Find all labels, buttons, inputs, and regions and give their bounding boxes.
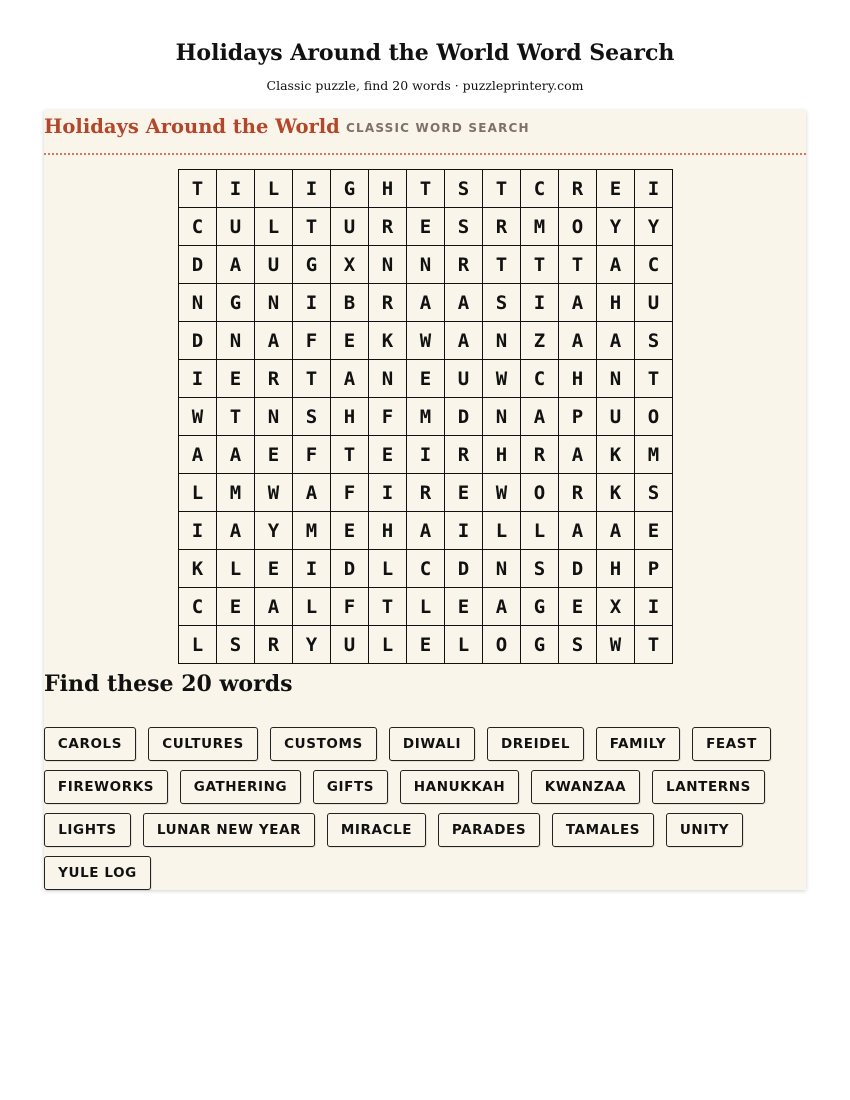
grid-cell[interactable]: K <box>179 550 217 588</box>
word-chip[interactable]: GATHERING <box>180 770 301 804</box>
grid-cell[interactable]: A <box>331 360 369 398</box>
grid-cell[interactable]: I <box>407 436 445 474</box>
grid-cell[interactable]: A <box>179 436 217 474</box>
grid-cell[interactable]: I <box>635 588 673 626</box>
grid-cell[interactable]: E <box>445 474 483 512</box>
word-chip[interactable]: GIFTS <box>313 770 388 804</box>
word-chip[interactable]: KWANZAA <box>531 770 640 804</box>
grid-cell[interactable]: E <box>331 322 369 360</box>
grid-cell[interactable]: G <box>293 246 331 284</box>
grid-cell[interactable]: A <box>521 398 559 436</box>
grid-cell[interactable]: W <box>407 322 445 360</box>
grid-cell[interactable]: I <box>521 284 559 322</box>
grid-cell[interactable]: T <box>293 360 331 398</box>
grid-cell[interactable]: H <box>597 284 635 322</box>
grid-cell[interactable]: E <box>407 360 445 398</box>
grid-cell[interactable]: E <box>255 436 293 474</box>
grid-cell[interactable]: W <box>597 626 635 664</box>
grid-cell[interactable]: A <box>255 588 293 626</box>
grid-cell[interactable]: N <box>483 550 521 588</box>
grid-cell[interactable]: M <box>521 208 559 246</box>
grid-cell[interactable]: A <box>407 284 445 322</box>
grid-cell[interactable]: T <box>293 208 331 246</box>
grid-cell[interactable]: W <box>179 398 217 436</box>
grid-cell[interactable]: A <box>445 322 483 360</box>
grid-cell[interactable]: A <box>597 512 635 550</box>
grid-cell[interactable]: I <box>369 474 407 512</box>
grid-cell[interactable]: R <box>369 208 407 246</box>
grid-cell[interactable]: N <box>483 398 521 436</box>
grid-cell[interactable]: S <box>445 170 483 208</box>
grid-cell[interactable]: I <box>217 170 255 208</box>
grid-cell[interactable]: Y <box>635 208 673 246</box>
grid-cell[interactable]: Y <box>293 626 331 664</box>
grid-cell[interactable]: K <box>369 322 407 360</box>
grid-cell[interactable]: N <box>255 398 293 436</box>
grid-cell[interactable]: S <box>635 322 673 360</box>
word-chip[interactable]: UNITY <box>666 813 743 847</box>
grid-cell[interactable]: L <box>521 512 559 550</box>
grid-cell[interactable]: U <box>331 208 369 246</box>
grid-cell[interactable]: T <box>217 398 255 436</box>
word-chip[interactable]: PARADES <box>438 813 540 847</box>
grid-cell[interactable]: R <box>559 474 597 512</box>
grid-cell[interactable]: I <box>179 512 217 550</box>
grid-cell[interactable]: N <box>217 322 255 360</box>
grid-cell[interactable]: I <box>635 170 673 208</box>
grid-cell[interactable]: T <box>331 436 369 474</box>
page-subtitle: Classic puzzle, find 20 words · puzzleprintery.com <box>266 78 584 93</box>
grid-cell[interactable]: N <box>407 246 445 284</box>
grid-cell[interactable]: N <box>179 284 217 322</box>
grid-cell[interactable]: R <box>559 170 597 208</box>
grid-cell[interactable]: G <box>331 170 369 208</box>
grid-cell[interactable]: E <box>369 436 407 474</box>
grid-cell[interactable]: M <box>217 474 255 512</box>
grid-cell[interactable]: L <box>369 626 407 664</box>
grid-cell[interactable]: S <box>483 284 521 322</box>
grid-cell[interactable]: L <box>179 626 217 664</box>
puzzle-type-label: CLASSIC WORD SEARCH <box>346 121 530 135</box>
word-chip[interactable]: HANUKKAH <box>400 770 519 804</box>
card-header <box>44 110 806 155</box>
grid-cell[interactable]: B <box>331 284 369 322</box>
grid-cell[interactable]: N <box>483 322 521 360</box>
grid-cell[interactable]: M <box>635 436 673 474</box>
grid-cell[interactable]: T <box>635 626 673 664</box>
grid-cell[interactable]: I <box>445 512 483 550</box>
word-chip[interactable]: CUSTOMS <box>270 727 377 761</box>
grid-cell[interactable]: E <box>559 588 597 626</box>
grid-cell[interactable]: E <box>597 170 635 208</box>
grid-cell[interactable]: C <box>179 588 217 626</box>
grid-cell[interactable]: A <box>597 322 635 360</box>
word-chip[interactable]: CULTURES <box>148 727 258 761</box>
grid-cell[interactable]: E <box>635 512 673 550</box>
grid-cell[interactable]: G <box>521 626 559 664</box>
word-chip[interactable]: LUNAR NEW YEAR <box>143 813 315 847</box>
grid-cell[interactable]: C <box>521 360 559 398</box>
grid-cell[interactable]: D <box>179 322 217 360</box>
grid-cell[interactable]: R <box>445 246 483 284</box>
grid-cell[interactable]: D <box>331 550 369 588</box>
grid-cell[interactable]: U <box>635 284 673 322</box>
grid-cell[interactable]: R <box>255 626 293 664</box>
grid-cell[interactable]: L <box>255 208 293 246</box>
grid-cell[interactable]: T <box>559 246 597 284</box>
grid-cell[interactable]: D <box>445 398 483 436</box>
word-chip[interactable]: FIREWORKS <box>44 770 168 804</box>
grid-cell[interactable]: U <box>597 398 635 436</box>
grid-cell[interactable]: Y <box>597 208 635 246</box>
page-title: Holidays Around the World Word Search <box>175 40 675 66</box>
grid-cell[interactable]: A <box>293 474 331 512</box>
grid-cell[interactable]: W <box>483 474 521 512</box>
grid-cell[interactable]: X <box>331 246 369 284</box>
grid-cell[interactable]: E <box>255 550 293 588</box>
grid-cell[interactable]: K <box>597 474 635 512</box>
card-title: Holidays Around the World <box>44 115 340 138</box>
word-chip[interactable]: LANTERNS <box>652 770 765 804</box>
grid-cell[interactable]: A <box>445 284 483 322</box>
grid-cell[interactable]: H <box>483 436 521 474</box>
letter-grid <box>178 169 673 664</box>
grid-cell[interactable]: A <box>217 512 255 550</box>
grid-cell[interactable]: P <box>635 550 673 588</box>
word-list-heading: Find these 20 words <box>44 671 293 697</box>
grid-cell[interactable]: R <box>445 436 483 474</box>
word-chip[interactable]: FAMILY <box>596 727 680 761</box>
grid-cell[interactable]: A <box>559 436 597 474</box>
grid-cell[interactable]: H <box>331 398 369 436</box>
grid-cell[interactable]: N <box>369 246 407 284</box>
grid-cell[interactable]: E <box>407 208 445 246</box>
grid-cell[interactable]: H <box>369 170 407 208</box>
grid-cell[interactable]: T <box>635 360 673 398</box>
grid-cell[interactable]: O <box>635 398 673 436</box>
grid-cell[interactable]: S <box>217 626 255 664</box>
grid-cell[interactable]: T <box>483 170 521 208</box>
grid-cell[interactable]: T <box>179 170 217 208</box>
grid-cell[interactable]: U <box>255 246 293 284</box>
grid-cell[interactable]: N <box>369 360 407 398</box>
grid-cell[interactable]: S <box>293 398 331 436</box>
grid-cell[interactable]: M <box>407 398 445 436</box>
grid-cell[interactable]: H <box>597 550 635 588</box>
grid-cell[interactable]: E <box>331 512 369 550</box>
grid-cell[interactable]: U <box>445 360 483 398</box>
grid-cell[interactable]: E <box>445 588 483 626</box>
grid-cell[interactable]: G <box>521 588 559 626</box>
grid-cell[interactable]: Y <box>255 512 293 550</box>
grid-cell[interactable]: G <box>217 284 255 322</box>
grid-cell[interactable]: R <box>483 208 521 246</box>
grid-cell[interactable]: W <box>483 360 521 398</box>
word-chip[interactable]: DREIDEL <box>487 727 584 761</box>
word-chip[interactable]: MIRACLE <box>327 813 426 847</box>
grid-cell[interactable]: S <box>559 626 597 664</box>
grid-cell[interactable]: C <box>521 170 559 208</box>
puzzle-card <box>44 110 806 890</box>
grid-cell[interactable]: R <box>521 436 559 474</box>
grid-cell[interactable]: E <box>217 360 255 398</box>
grid-cell[interactable]: L <box>369 550 407 588</box>
word-chip[interactable]: YULE LOG <box>44 856 151 890</box>
grid-cell[interactable]: A <box>217 436 255 474</box>
grid-cell[interactable]: F <box>293 436 331 474</box>
grid-cell[interactable]: Z <box>521 322 559 360</box>
grid-cell[interactable]: N <box>255 284 293 322</box>
grid-cell[interactable]: A <box>483 588 521 626</box>
word-chip[interactable]: LIGHTS <box>44 813 131 847</box>
grid-cell[interactable]: L <box>179 474 217 512</box>
grid-cell[interactable]: R <box>255 360 293 398</box>
grid-cell[interactable]: F <box>369 398 407 436</box>
grid-cell[interactable]: R <box>369 284 407 322</box>
grid-cell[interactable]: L <box>483 512 521 550</box>
grid-cell[interactable]: L <box>217 550 255 588</box>
grid-cell[interactable]: L <box>255 170 293 208</box>
grid-cell[interactable]: N <box>597 360 635 398</box>
word-chip[interactable]: DIWALI <box>389 727 475 761</box>
grid-cell[interactable]: I <box>293 550 331 588</box>
grid-cell[interactable]: F <box>331 474 369 512</box>
grid-cell[interactable]: I <box>293 284 331 322</box>
grid-cell[interactable]: F <box>293 322 331 360</box>
grid-cell[interactable]: A <box>597 246 635 284</box>
grid-cell[interactable]: W <box>255 474 293 512</box>
grid-cell[interactable]: A <box>407 512 445 550</box>
grid-cell[interactable]: D <box>445 550 483 588</box>
grid-cell[interactable]: O <box>483 626 521 664</box>
grid-cell[interactable]: L <box>445 626 483 664</box>
grid-cell[interactable]: C <box>635 246 673 284</box>
grid-cell[interactable]: S <box>521 550 559 588</box>
grid-cell[interactable]: S <box>635 474 673 512</box>
grid-cell[interactable]: L <box>407 588 445 626</box>
grid-cell[interactable]: H <box>559 360 597 398</box>
grid-cell[interactable]: A <box>559 284 597 322</box>
grid-cell[interactable]: A <box>559 322 597 360</box>
grid-cell[interactable]: D <box>559 550 597 588</box>
grid-cell[interactable]: M <box>293 512 331 550</box>
grid-cell[interactable]: S <box>445 208 483 246</box>
grid-cell[interactable]: T <box>369 588 407 626</box>
grid-cell[interactable]: I <box>293 170 331 208</box>
grid-cell[interactable]: R <box>407 474 445 512</box>
grid-cell[interactable]: T <box>521 246 559 284</box>
grid-cell[interactable]: I <box>179 360 217 398</box>
grid-cell[interactable]: K <box>597 436 635 474</box>
grid-cell[interactable]: C <box>407 550 445 588</box>
grid-cell[interactable]: T <box>483 246 521 284</box>
grid-cell[interactable]: E <box>407 626 445 664</box>
grid-cell[interactable]: L <box>293 588 331 626</box>
grid-cell[interactable]: F <box>331 588 369 626</box>
grid-cell[interactable]: P <box>559 398 597 436</box>
grid-cell[interactable]: U <box>217 208 255 246</box>
grid-cell[interactable]: A <box>217 246 255 284</box>
grid-cell[interactable]: T <box>407 170 445 208</box>
grid-cell[interactable]: A <box>255 322 293 360</box>
grid-cell[interactable]: O <box>559 208 597 246</box>
word-chip[interactable]: FEAST <box>692 727 771 761</box>
grid-cell[interactable]: U <box>331 626 369 664</box>
grid-cell[interactable]: E <box>217 588 255 626</box>
grid-cell[interactable]: H <box>369 512 407 550</box>
word-chip[interactable]: CAROLS <box>44 727 136 761</box>
grid-cell[interactable]: O <box>521 474 559 512</box>
word-chip[interactable]: TAMALES <box>552 813 654 847</box>
grid-cell[interactable]: D <box>179 246 217 284</box>
grid-cell[interactable]: C <box>179 208 217 246</box>
grid-cell[interactable]: A <box>559 512 597 550</box>
grid-cell[interactable]: X <box>597 588 635 626</box>
